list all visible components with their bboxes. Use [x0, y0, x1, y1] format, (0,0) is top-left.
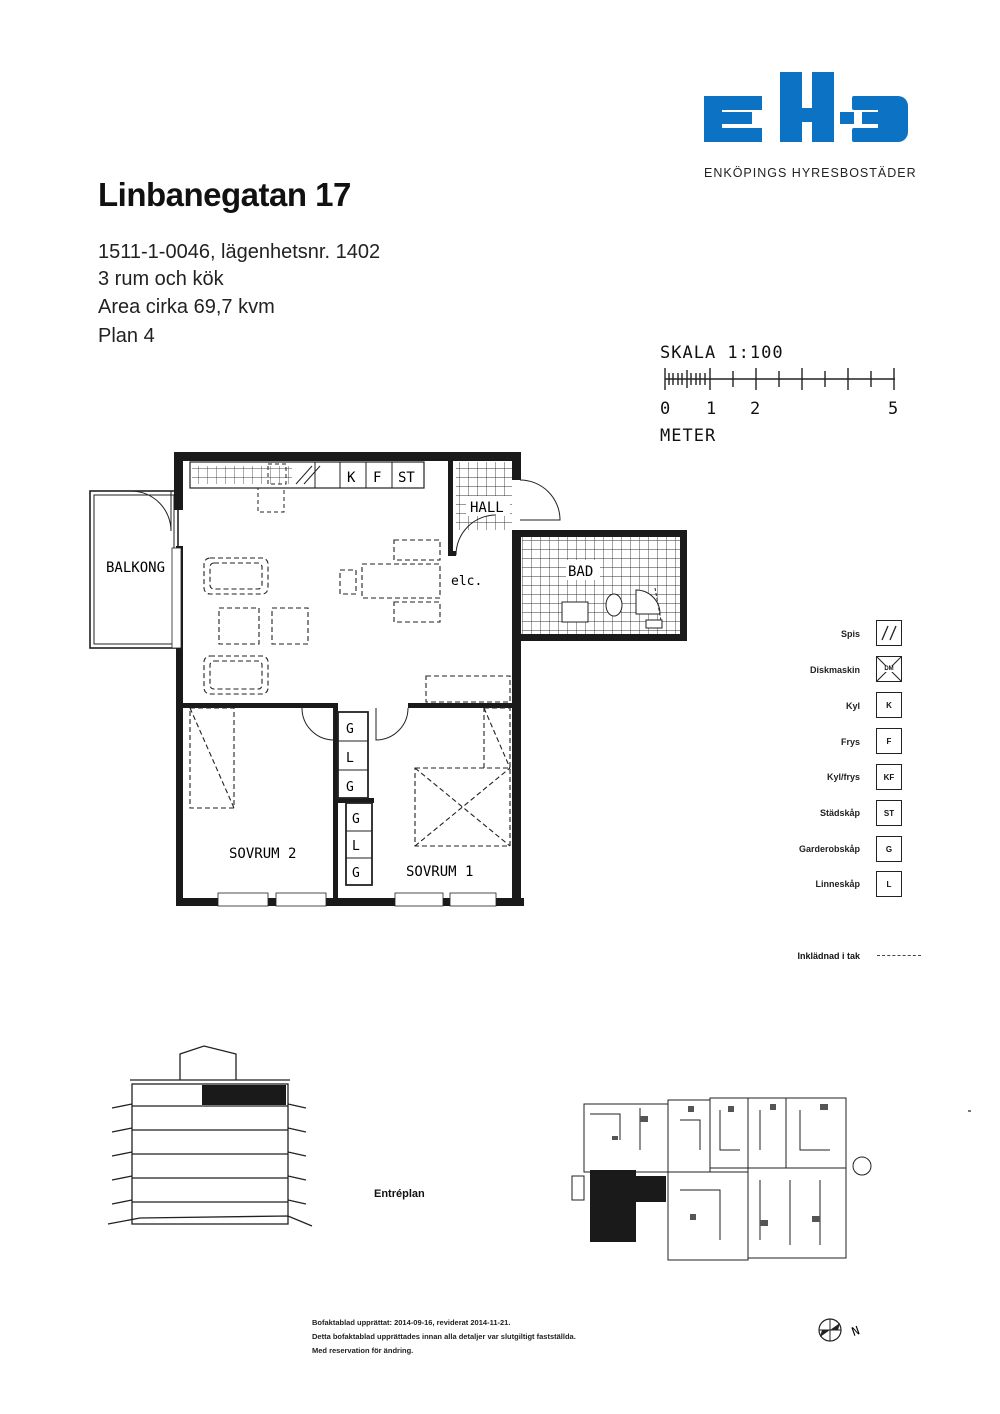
north-label: N [849, 1323, 862, 1339]
floor-plan-level: Plan 4 [98, 325, 155, 347]
room-label-hall: HALL [470, 500, 504, 516]
scale-tick-0: 0 [660, 399, 671, 419]
legend-code-kf: KF [876, 764, 902, 790]
stove-icon [876, 620, 902, 646]
footer-date: Bofaktablad upprättat: 2014-09-16, reviderat 2014-11-21. [312, 1318, 511, 1327]
wardrobes-b [346, 803, 372, 885]
floor-plan [80, 448, 700, 910]
legend-code-g: G [876, 836, 902, 862]
room-label-sovrum-1: SOVRUM 1 [406, 864, 474, 880]
wardrobe-label: G [352, 812, 360, 827]
entre-plan-label: Entréplan [374, 1188, 425, 1200]
legend-label-kylfrys: Kyl/frys [826, 772, 860, 782]
wardrobes-a [338, 712, 368, 798]
linen-cabinet-label: L [352, 839, 360, 854]
wardrobe-label: G [346, 722, 354, 737]
legend-label-diskmaskin: Diskmaskin [809, 665, 860, 675]
wardrobe-label: G [346, 780, 354, 795]
legend-label-linneskap: Linneskåp [815, 879, 860, 889]
bathroom [522, 537, 680, 634]
kitchen-freezer-label: F [373, 470, 382, 486]
room-label-sovrum-2: SOVRUM 2 [229, 846, 297, 862]
legend-code-dm: DM [884, 666, 894, 672]
edge-mark [968, 1110, 971, 1112]
highlighted-apartment [202, 1085, 286, 1105]
page-title: Linbanegatan 17 [98, 176, 351, 213]
legend-label-spis: Spis [840, 629, 860, 639]
electric-cabinet-label: elc. [451, 574, 483, 589]
room-label-bad: BAD [568, 564, 594, 580]
room-count: 3 rum och kök [98, 268, 224, 290]
scale-title: SKALA 1:100 [660, 343, 784, 363]
legend-label-kyl: Kyl [845, 701, 860, 711]
linen-cabinet-label: L [346, 751, 354, 766]
legend-label-stadskap: Städskåp [819, 808, 860, 818]
legend-code-k: K [876, 692, 902, 718]
footer-reservation: Med reservation för ändring. [312, 1346, 414, 1355]
apartment-number: 1511-1-0046, lägenhetsnr. 1402 [98, 241, 381, 263]
legend-code-l: L [876, 871, 902, 897]
dishwasher-icon [876, 656, 902, 682]
legend-label-frys: Frys [840, 737, 860, 747]
building-elevation [104, 1040, 314, 1230]
walls [174, 452, 687, 906]
logo-subtitle: ENKÖPINGS HYRESBOSTÄDER [704, 166, 917, 180]
north-arrow-icon [816, 1313, 872, 1349]
footer-disclaimer: Detta bofaktablad upprättades innan alla detaljer var slutgiltigt fastställda. [312, 1332, 576, 1341]
building-floor-overview [568, 1080, 880, 1272]
scale-unit: METER [660, 426, 717, 446]
area: Area cirka 69,7 kvm [98, 296, 275, 318]
scale-tick-2: 2 [750, 399, 761, 419]
kitchen-closet-label: ST [398, 470, 415, 486]
scale-tick-1: 1 [706, 399, 717, 419]
highlighted-apartment-overview [590, 1170, 636, 1242]
legend-code-f: F [876, 728, 902, 754]
scale-tick-5: 5 [888, 399, 899, 419]
wardrobe-label: G [352, 866, 360, 881]
dashed-line-icon [877, 955, 921, 956]
scale-bar [660, 365, 900, 395]
kitchen-counter [190, 462, 424, 512]
kitchen-fridge-label: K [347, 470, 356, 486]
legend-label-garderobskap: Garderobskåp [798, 844, 860, 854]
room-label-balkong: BALKONG [106, 560, 166, 576]
legend-code-st: ST [876, 800, 902, 826]
legend-label-inkladnad: Inklädnad i tak [797, 951, 860, 961]
